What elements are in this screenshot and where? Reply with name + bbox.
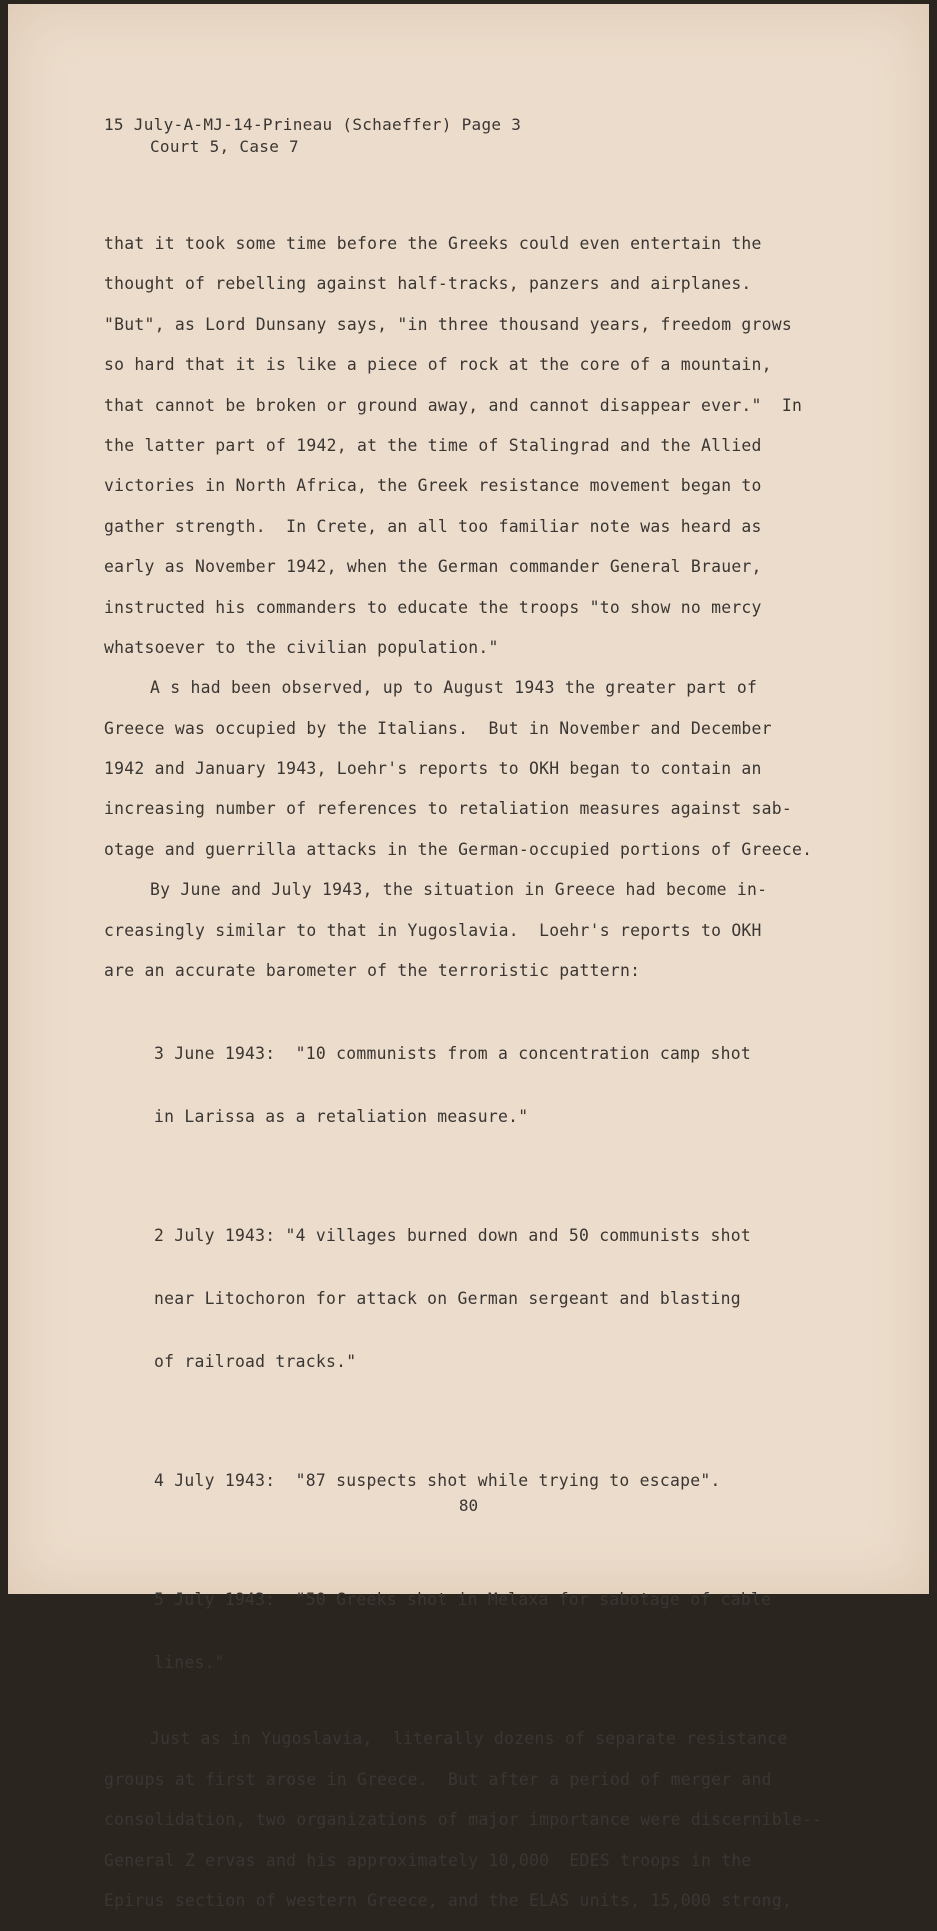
- quote-line: 3 June 1943: "10 communists from a concentration camp shot: [154, 1044, 751, 1064]
- quote-block: [104, 1001, 864, 1169]
- paragraph-3: [104, 880, 864, 1001]
- text-line: Greece was occupied by the Italians. But in November and December: [104, 718, 772, 738]
- paragraph-1: [104, 234, 864, 678]
- quote-line: near Litochoron for attack on German sergeant and blasting: [154, 1289, 741, 1309]
- document-body: [104, 234, 864, 1931]
- quote-block: [104, 1547, 864, 1715]
- text-line: victories in North Africa, the Greek resistance movement began to: [104, 476, 762, 496]
- quote-line: 4 July 1943: "87 suspects shot while trying to escape".: [154, 1471, 721, 1491]
- text-line: thought of rebelling against half-tracks, panzers and airplanes.: [104, 274, 752, 294]
- paragraph-4: [104, 1729, 864, 1931]
- text-line: Epirus section of western Greece, and the ELAS units, 15,000 strong,: [104, 1890, 793, 1910]
- text-line: are an accurate barometer of the terroristic pattern:: [104, 961, 641, 981]
- page-number: 80: [458, 1496, 479, 1515]
- text-line: the latter part of 1942, at the time of Stalingrad and the Allied: [104, 435, 762, 455]
- quote-line: in Larissa as a retaliation measure.": [154, 1107, 529, 1127]
- text-line: A s had been observed, up to August 1943 the greater part of: [150, 678, 758, 698]
- text-line: By June and July 1943, the situation in Greece had become in-: [150, 880, 768, 900]
- text-line: creasingly similar to that in Yugoslavia. Loehr's reports to OKH: [104, 920, 762, 940]
- text-line: "But", as Lord Dunsany says, "in three thousand years, freedom grows: [104, 314, 793, 334]
- quote-line: 2 July 1943: "4 villages burned down and 50 communists shot: [154, 1226, 751, 1246]
- text-line: increasing number of references to retaliation measures against sab-: [104, 799, 793, 819]
- text-line: so hard that it is like a piece of rock at the core of a mountain,: [104, 355, 772, 375]
- header-line-2: Court 5, Case 7: [150, 137, 299, 156]
- quote-line: 5 July 1943: "50 Greeks shot in Melaxa for sabotage of cable: [154, 1590, 772, 1610]
- text-line: whatsoever to the civilian population.": [104, 637, 499, 657]
- text-line: groups at first arose in Greece. But after a period of merger and: [104, 1769, 772, 1789]
- page-header: [104, 114, 521, 158]
- text-line: that it took some time before the Greeks could even entertain the: [104, 234, 762, 253]
- quote-line: lines.": [154, 1653, 225, 1673]
- paragraph-2: [104, 678, 864, 880]
- text-line: 1942 and January 1943, Loehr's reports to OKH began to contain an: [104, 759, 762, 779]
- header-line-1: 15 July-A-MJ-14-Prineau (Schaeffer) Page 3: [104, 115, 522, 134]
- text-line: General Z ervas and his approximately 10,000 EDES troops in the: [104, 1850, 752, 1870]
- text-line: Just as in Yugoslavia, literally dozens of separate resistance: [150, 1729, 788, 1749]
- quoted-reports: [104, 1001, 864, 1715]
- text-line: early as November 1942, when the German commander General Brauer,: [104, 557, 762, 577]
- text-line: instructed his commanders to educate the troops "to show no mercy: [104, 597, 762, 617]
- document-page: [8, 4, 929, 1910]
- text-line: consolidation, two organizations of major importance were discernible--: [104, 1810, 823, 1830]
- text-line: that cannot be broken or ground away, and cannot disappear ever." In: [104, 395, 803, 415]
- quote-block: [104, 1428, 864, 1533]
- quote-line: of railroad tracks.": [154, 1352, 357, 1372]
- text-line: otage and guerrilla attacks in the German-occupied portions of Greece.: [104, 839, 813, 859]
- text-line: gather strength. In Crete, an all too familiar note was heard as: [104, 516, 762, 536]
- quote-block: [104, 1183, 864, 1414]
